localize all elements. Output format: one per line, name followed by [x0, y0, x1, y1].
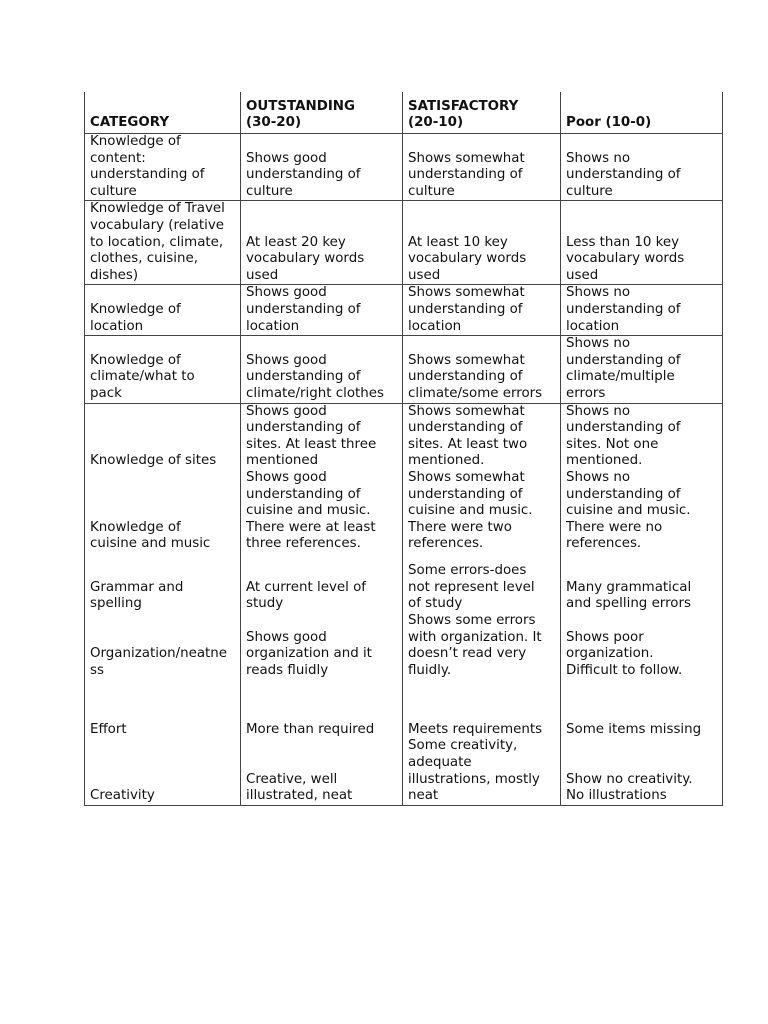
satisfactory-cell: Shows somewhat understanding of location	[403, 285, 561, 336]
satisfactory-cell: Shows somewhat understanding of climate/some errors	[403, 336, 561, 403]
category-cell: Grammar and spelling	[85, 553, 241, 613]
outstanding-cell: Shows good understanding of location	[241, 285, 403, 336]
category-cell: Knowledge of sites	[85, 403, 241, 470]
poor-cell: Many grammatical and spelling errors	[561, 553, 723, 613]
category-cell: Effort	[85, 679, 241, 738]
category-cell: Knowledge of cuisine and music	[85, 470, 241, 553]
table-row	[85, 470, 723, 553]
satisfactory-cell: Meets requirements	[403, 679, 561, 738]
table-row	[85, 201, 723, 285]
satisfactory-cell: Shows somewhat understanding of cuisine and music. There were two references.	[403, 470, 561, 553]
header-row	[85, 92, 723, 134]
satisfactory-cell: Some errors-does not represent level of study	[403, 553, 561, 613]
poor-cell: Less than 10 key vocabulary words used	[561, 201, 723, 285]
table-row	[85, 679, 723, 738]
poor-cell: Shows no understanding of cuisine and music. There were no references.	[561, 470, 723, 553]
outstanding-cell: Shows good understanding of climate/right clothes	[241, 336, 403, 403]
table-row	[85, 336, 723, 403]
satisfactory-cell: Shows some errors with organization. It doesn’t read very fluidly.	[403, 613, 561, 679]
table-row	[85, 613, 723, 679]
category-cell: Creativity	[85, 738, 241, 805]
outstanding-cell: Creative, well illustrated, neat	[241, 738, 403, 805]
poor-cell: Shows no understanding of climate/multiple errors	[561, 336, 723, 403]
satisfactory-cell: Some creativity, adequate illustrations, mostly neat	[403, 738, 561, 805]
outstanding-cell: At current level of study	[241, 553, 403, 613]
outstanding-cell: At least 20 key vocabulary words used	[241, 201, 403, 285]
outstanding-cell: More than required	[241, 679, 403, 738]
satisfactory-cell: Shows somewhat understanding of sites. At least two mentioned.	[403, 403, 561, 470]
outstanding-cell: Shows good understanding of sites. At least three mentioned	[241, 403, 403, 470]
table-row	[85, 738, 723, 805]
poor-cell: Shows no understanding of culture	[561, 134, 723, 201]
table-row	[85, 553, 723, 613]
poor-cell: Shows poor organization. Difficult to follow.	[561, 613, 723, 679]
rubric-table	[84, 92, 723, 806]
category-cell: Knowledge of content: understanding of culture	[85, 134, 241, 201]
table-row	[85, 134, 723, 201]
satisfactory-cell: Shows somewhat understanding of culture	[403, 134, 561, 201]
outstanding-cell: Shows good understanding of cuisine and music. There were at least three references.	[241, 470, 403, 553]
poor-cell: Some items missing	[561, 679, 723, 738]
header-category: CATEGORY	[85, 92, 241, 134]
poor-cell: Show no creativity. No illustrations	[561, 738, 723, 805]
category-cell: Organization/neatne ss	[85, 613, 241, 679]
poor-cell: Shows no understanding of location	[561, 285, 723, 336]
category-cell: Knowledge of Travel vocabulary (relative to location, climate, clothes, cuisine, dishes)	[85, 201, 241, 285]
header-poor: Poor (10-0)	[561, 92, 723, 134]
table-row	[85, 403, 723, 470]
outstanding-cell: Shows good organization and it reads fluidly	[241, 613, 403, 679]
header-satisfactory: SATISFACTORY (20-10)	[403, 92, 561, 134]
header-outstanding: OUTSTANDING (30-20)	[241, 92, 403, 134]
poor-cell: Shows no understanding of sites. Not one mentioned.	[561, 403, 723, 470]
table-row	[85, 285, 723, 336]
category-cell: Knowledge of location	[85, 285, 241, 336]
category-cell: Knowledge of climate/what to pack	[85, 336, 241, 403]
satisfactory-cell: At least 10 key vocabulary words used	[403, 201, 561, 285]
outstanding-cell: Shows good understanding of culture	[241, 134, 403, 201]
